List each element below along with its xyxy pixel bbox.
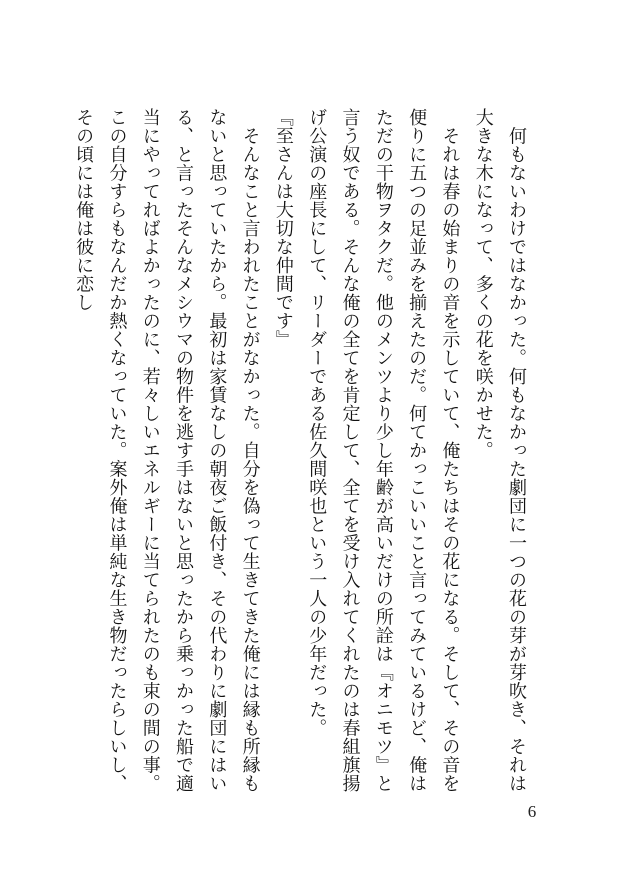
paragraph-2: それは春の始まりの音を示していて、俺たちはその花になる。そして、その音を便りに五つの足並みを揃えたのだ。何てかっこいいこと言ってみているけど、俺はただの干物ヲタクだ。他のメンツより少し年齢が高いだけの所詮は『オニモツ』と言う奴である。そんな俺の全てを肯定して、全てを受け入れてくれたのは春組旗揚げ公演の座長にして、リーダーである佐久間咲也という一人の少年だった。 (306, 108, 461, 793)
paragraph-1: 何もないわけではなかった。何もなかった劇団に一つの花の芽が芽吹き、それは大きな木になって、多くの花を咲かせた。 (472, 108, 527, 793)
vertical-text-body (73, 108, 533, 808)
paragraph-3: 『至さんは大切な仲間です』 (272, 108, 294, 349)
page-number: 6 (527, 802, 537, 821)
paragraph-4: そんなこと言われたことがなかった。自分を偽って生きてきた俺には縁も所縁もないと思っていたから。最初は家賃なしの朝夜ご飯付き、その代わりに劇団にはいる、と言ったそんなメシウマの物件を逃す手はないと思ったから乗っかった船で適当にやってればよかったのに、若々しいエネルギーに当てられたのも束の間の事。この自分すらもなんだか熱くなっていた。案外俺は単純な生き物だったらしいし、その頃には俺は彼に恋し (73, 108, 261, 793)
